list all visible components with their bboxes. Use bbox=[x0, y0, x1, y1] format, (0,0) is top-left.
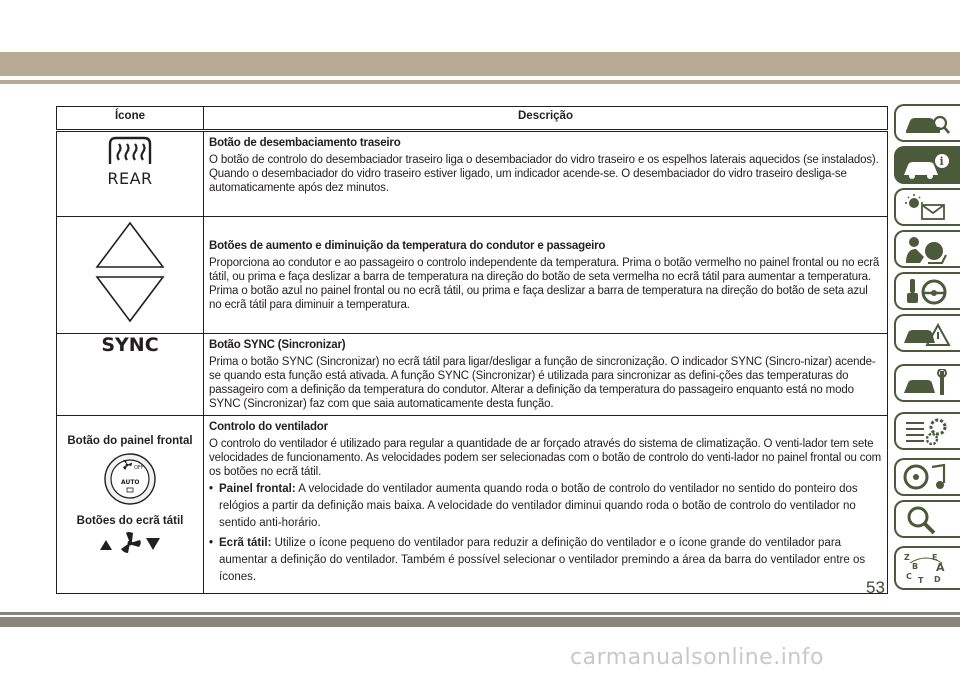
sync-icon: SYNC bbox=[101, 334, 159, 356]
temperature-up-icon bbox=[97, 223, 163, 267]
header-rule bbox=[0, 80, 960, 84]
header-band bbox=[0, 52, 960, 76]
row-text: Prima o botão SYNC (Sincronizar) no ecrã tátil para ligar/desligar a função de sincronização. O indicador SYNC (Sincro-nizar) acende-se quando esta função está ativada. A função SYNC (Sincronizar) é utilizada para sincronizar as defini-ções das temperaturas do passageiro com a definição da temperatura do condutor. Alterar a definição da temperatura do passageiro enquanto está no modo SYNC (Sincronizar) faz com que saia automaticamente desta função. bbox=[209, 356, 876, 410]
table-row bbox=[57, 416, 888, 594]
tab-specs[interactable] bbox=[894, 412, 960, 450]
table-row bbox=[57, 217, 888, 334]
table-row bbox=[57, 334, 888, 416]
row-text: O controlo do ventilador é utilizado para regular a quantidade de ar forçado através do sistema de climatização. O venti-lador tem sete velocidades de funcionamento. As velocidades podem ser selecionadas com o botão de controlo do venti-lador no painel frontal ou com os botões no ecrã tátil. bbox=[209, 438, 882, 478]
touch-screen-label: Botões do ecrã tátil bbox=[76, 515, 184, 527]
index-alphabet-icon bbox=[902, 551, 952, 587]
bullet-text: A velocidade do ventilador aumenta quando roda o botão de controlo do ventilador no sentido do ponteiro dos relógios a partir da definição mais baixa. A velocidade do ventilador diminui quando roda o botão de controlo do ventilador no sentido anti-horário. bbox=[219, 483, 858, 529]
list-item bbox=[209, 481, 882, 532]
row-text: Proporciona ao condutor e ao passageiro o controlo independente da temperatura. Prima o botão vermelho no painel frontal ou no ecrã tátil, ou prima e faça deslizar a barra de temperatura na direção do botão de seta vermelha no ecrã tátil para aumentar a temperatura. Prima o botão azul no painel frontal ou no ecrã tátil, ou prima e faça deslizar a barra de temperatura na direção do botão de seta azul no ecrã tátil para diminuir a temperatura. bbox=[209, 256, 880, 311]
fan-touch-buttons-icon bbox=[98, 532, 162, 554]
list-item bbox=[209, 535, 882, 586]
fan-knob-icon bbox=[103, 452, 157, 506]
temperature-up-down-icon bbox=[95, 221, 165, 325]
car-info-icon bbox=[902, 151, 952, 181]
car-service-icon bbox=[902, 369, 952, 399]
tab-multimedia[interactable] bbox=[894, 458, 960, 496]
svg-text:C: C bbox=[906, 572, 912, 581]
rear-defrost-label: REAR bbox=[107, 169, 153, 188]
svg-text:A: A bbox=[936, 561, 945, 574]
description-cell bbox=[204, 217, 888, 334]
search-icon bbox=[902, 505, 952, 535]
column-header-description: Descrição bbox=[204, 107, 888, 131]
fan-increase-icon bbox=[146, 538, 160, 550]
tab-car-service[interactable] bbox=[894, 364, 960, 402]
steering-wheel-icon bbox=[902, 277, 952, 307]
svg-text:D: D bbox=[934, 575, 941, 584]
icon-cell bbox=[57, 131, 204, 217]
footer-band bbox=[0, 617, 960, 627]
icon-cell bbox=[57, 416, 204, 594]
tab-index[interactable] bbox=[894, 546, 960, 590]
tab-airbag-person[interactable] bbox=[894, 230, 960, 268]
specs-gear-icon bbox=[902, 417, 952, 447]
svg-text:AUTO: AUTO bbox=[121, 479, 140, 486]
front-panel-label: Botão do painel frontal bbox=[67, 435, 193, 447]
table-row bbox=[57, 131, 888, 217]
fan-bullet-list bbox=[209, 481, 882, 586]
svg-text:E: E bbox=[932, 553, 938, 562]
tab-car-info[interactable] bbox=[894, 146, 960, 184]
warning-lights-icon bbox=[902, 193, 952, 223]
description-cell bbox=[204, 131, 888, 217]
svg-text:i: i bbox=[939, 155, 944, 168]
bullet-label: Painel frontal: bbox=[219, 483, 296, 495]
fan-decrease-icon bbox=[100, 540, 112, 550]
tab-search[interactable] bbox=[894, 500, 960, 538]
airbag-person-icon bbox=[902, 235, 952, 265]
row-title: Botão SYNC (Sincronizar) bbox=[209, 339, 346, 351]
page-number: 53 bbox=[866, 578, 885, 597]
bullet-text: Utilize o ícone pequeno do ventilador para reduzir a definição do ventilador e o ícone grande do ventilador para aumentar a definição do ventilador. Também é possível selecionar o ventilador premindo a área da barra do ventilador entre os ícones. bbox=[219, 537, 866, 583]
svg-text:B: B bbox=[912, 562, 919, 571]
multimedia-music-icon bbox=[902, 463, 952, 493]
column-header-icon: Ícone bbox=[57, 107, 204, 131]
bullet-label: Ecrã tátil: bbox=[219, 537, 272, 549]
svg-text:Z: Z bbox=[904, 553, 910, 562]
rear-defrost-icon bbox=[106, 136, 154, 187]
row-title: Botão de desembaciamento traseiro bbox=[209, 137, 401, 149]
fan-icon bbox=[121, 532, 141, 553]
temperature-down-icon bbox=[97, 277, 163, 321]
roadside-warning-icon bbox=[902, 319, 952, 349]
car-search-icon bbox=[902, 109, 952, 139]
icon-cell bbox=[57, 334, 204, 416]
row-text: O botão de controlo do desembaciador traseiro liga o desembaciador do vidro traseiro e os espelhos laterais aquecidos (se instalados). Quando o desembaciador do vidro traseiro estiver ligado, um indicador acende-se. O desembaciador do vidro traseiro desliga-se automaticamente após dez minutos. bbox=[209, 154, 879, 194]
controls-table bbox=[56, 106, 888, 594]
row-title: Controlo do ventilador bbox=[209, 421, 328, 433]
tab-steering-wheel[interactable] bbox=[894, 272, 960, 310]
svg-text:OFF: OFF bbox=[134, 465, 144, 471]
description-cell bbox=[204, 416, 888, 594]
table-header-row bbox=[57, 107, 888, 131]
tab-roadside-warning[interactable] bbox=[894, 314, 960, 352]
icon-cell bbox=[57, 217, 204, 334]
description-cell bbox=[204, 334, 888, 416]
top-margin bbox=[0, 0, 960, 52]
svg-text:T: T bbox=[918, 576, 924, 585]
tab-warning-lights[interactable] bbox=[894, 188, 960, 226]
watermark: carmanualsonline.info bbox=[570, 645, 824, 670]
tab-car-search[interactable] bbox=[894, 104, 960, 142]
row-title: Botões de aumento e diminuição da temperatura do condutor e passageiro bbox=[209, 239, 606, 252]
footer-rule bbox=[0, 612, 960, 615]
